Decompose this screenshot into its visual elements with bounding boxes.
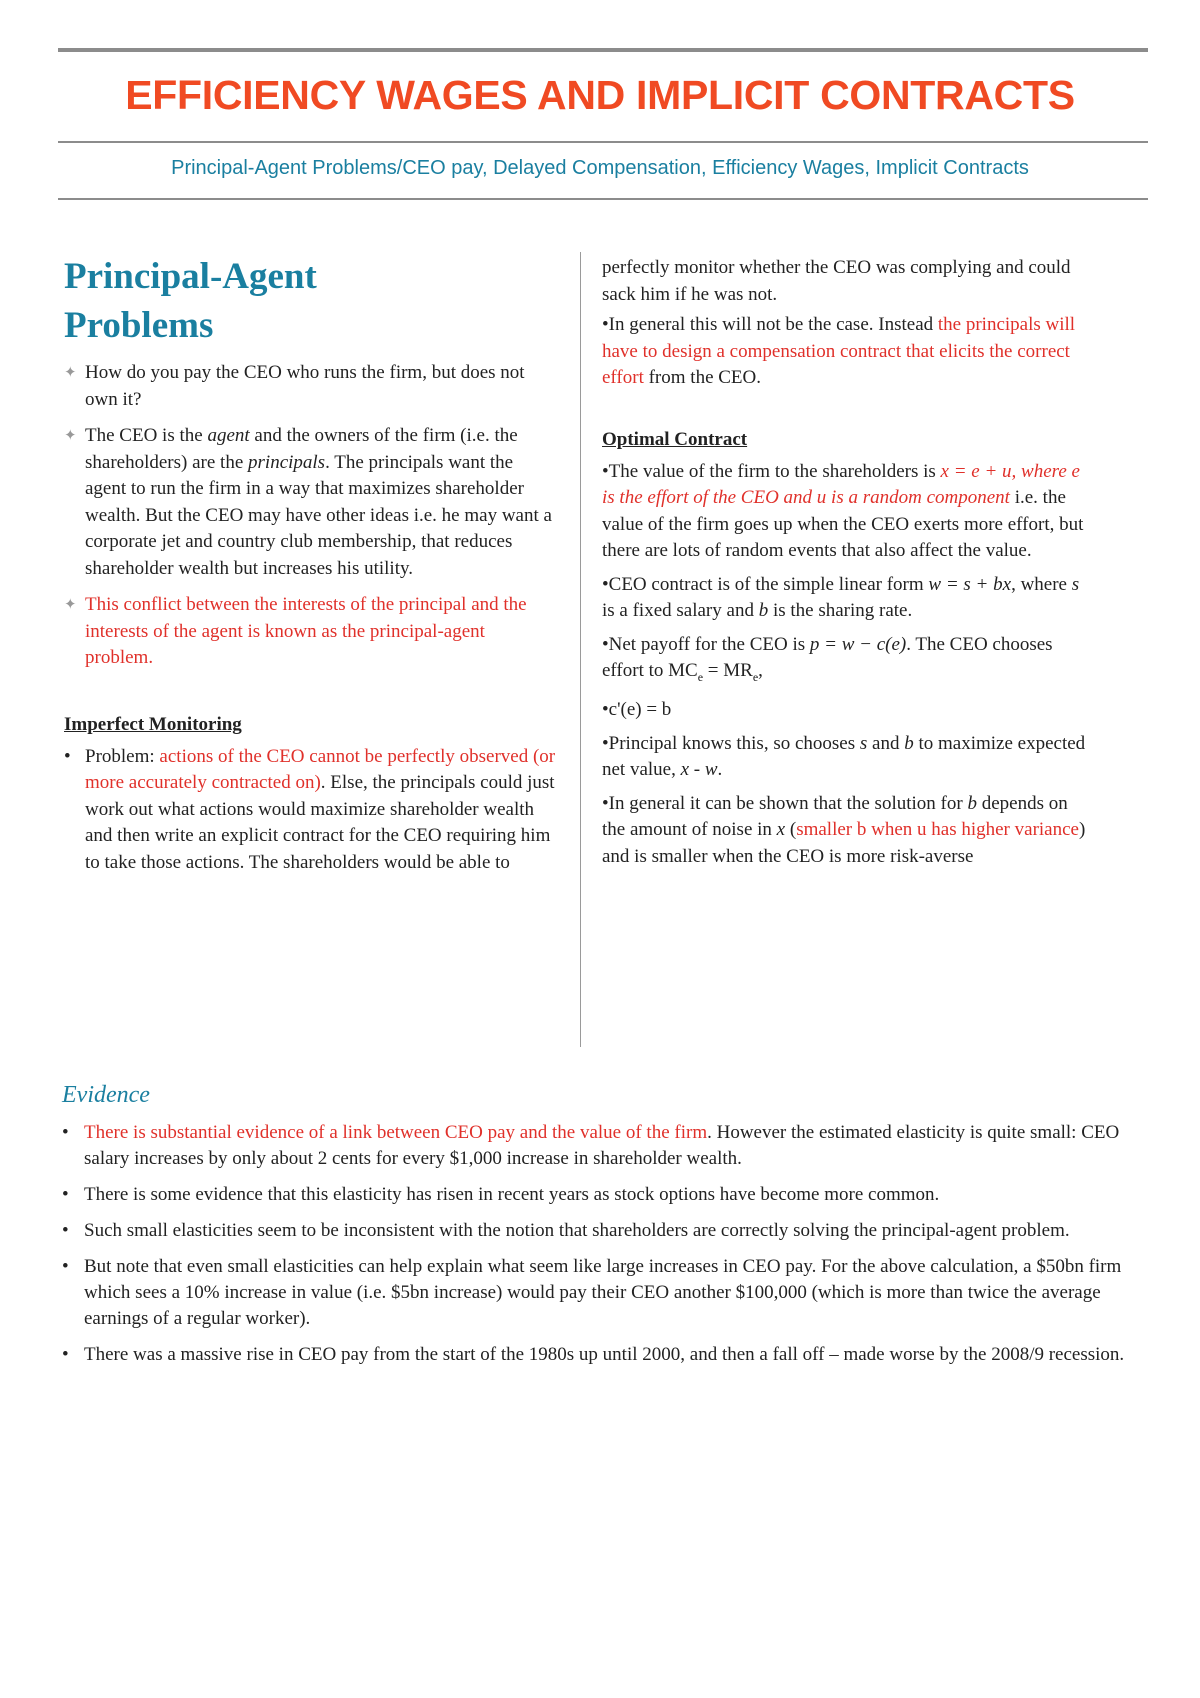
bullet-dot-icon: •	[62, 1122, 69, 1143]
subtitle-divider	[58, 198, 1148, 200]
list-item: • There is some evidence that this elasticity has risen in recent years as stock options have become more common.	[62, 1182, 1132, 1208]
evidence-list	[62, 1120, 1132, 1368]
principal-agent-list	[64, 360, 556, 672]
bullet-dot-icon: •	[62, 1256, 69, 1277]
section-heading-evidence: Evidence	[62, 1082, 150, 1108]
list-item: ✦ How do you pay the CEO who runs the firm, but does not own it?	[64, 362, 525, 410]
page-subtitle: Principal-Agent Problems/CEO pay, Delayed Compensation, Efficiency Wages, Implicit Contracts	[171, 157, 1029, 179]
title-divider	[58, 141, 1148, 143]
list-item: • But note that even small elasticities can help explain what seem like large increases in CEO pay. For the above calculation, a $50bn firm which sees a 10% increase in value (i.e. $5bn increase) would pay their CEO another $100,000 (which is more than twice the average earnings of a regular worker).	[62, 1256, 1122, 1329]
bullet-dot-icon: •	[62, 1344, 69, 1365]
list-item: •The value of the firm to the shareholders is x = e + u, where e is the effort of the CEO and u is a random component i.e. the value of the firm goes up when the CEO exerts more effort, but there are lots of random events that also affect the value.	[602, 460, 1084, 561]
subheading-imperfect-monitoring: Imperfect Monitoring	[64, 713, 242, 735]
four-point-star-icon: ✦	[64, 597, 77, 613]
list-item: perfectly monitor whether the CEO was complying and could sack him if he was not.	[602, 257, 1071, 305]
page-title: EFFICIENCY WAGES AND IMPLICIT CONTRACTS	[125, 72, 1075, 118]
list-item: ✦ This conflict between the interests of the principal and the interests of the agent is known as the principal-agent problem.	[64, 594, 527, 668]
bullet-dot-icon: •	[62, 1184, 69, 1205]
four-point-star-icon: ✦	[64, 428, 77, 444]
bullet-dot-icon: •	[62, 1220, 69, 1241]
list-item: •c'(e) = b	[602, 699, 672, 721]
list-item: •Net payoff for the CEO is p = w − c(e). The CEO chooses effort to $MC_e = MR_e$,	[602, 633, 1053, 684]
evidence-section	[62, 1120, 1132, 1378]
list-item: • There is substantial evidence of a link between CEO pay and the value of the firm. However the estimated elasticity is quite small: CEO salary increases by only about 2 cents for every $1,000 increase in shareholder wealth.	[62, 1122, 1120, 1169]
column-divider	[580, 252, 581, 1047]
list-item: ✦ The CEO is the agent and the owners of the firm (i.e. the shareholders) are the principals. The principals want the agent to run the firm in a way that maximizes shareholder wealth. But the CEO may have other ideas i.e. he may want a corporate jet and country club membership, that reduces shareholder wealth but increases his utility.	[64, 425, 552, 579]
monitoring-continued-list	[602, 255, 1094, 392]
list-item: •In general this will not be the case. Instead the principals will have to design a compensation contract that elicits the correct effort from the CEO.	[602, 314, 1076, 388]
list-item: •CEO contract is of the simple linear form w = s + bx, where s is a fixed salary and b is the sharing rate.	[602, 573, 1080, 621]
right-column	[602, 255, 1094, 877]
four-point-star-icon: ✦	[64, 365, 77, 381]
list-item: •Principal knows this, so chooses s and b to maximize expected net value, x - w.	[602, 732, 1086, 781]
subheading-optimal-contract: Optimal Contract	[602, 428, 748, 450]
bullet-dot-icon: •	[64, 745, 71, 767]
list-item: • Problem: actions of the CEO cannot be perfectly observed (or more accurately contracted on). Else, the principals could just work out what actions would maximize shareholder wealth and then write an explicit contract for the CEO requiring him to take those actions. The shareholders would be able to	[64, 745, 556, 873]
monitoring-list	[64, 744, 556, 877]
section-heading-principal-agent: Principal-Agent Problems	[64, 256, 317, 346]
list-item: •In general it can be shown that the solution for b depends on the amount of noise in x (smaller b when u has higher variance) and is smaller when the CEO is more risk-averse	[602, 792, 1086, 867]
list-item: • Such small elasticities seem to be inconsistent with the notion that shareholders are correctly solving the principal-agent problem.	[62, 1218, 1132, 1244]
top-rule	[58, 48, 1148, 52]
list-item: • There was a massive rise in CEO pay from the start of the 1980s up until 2000, and then a fall off – made worse by the 2008/9 recession.	[62, 1342, 1132, 1368]
left-column	[64, 252, 556, 886]
optimal-contract-list	[602, 459, 1094, 871]
